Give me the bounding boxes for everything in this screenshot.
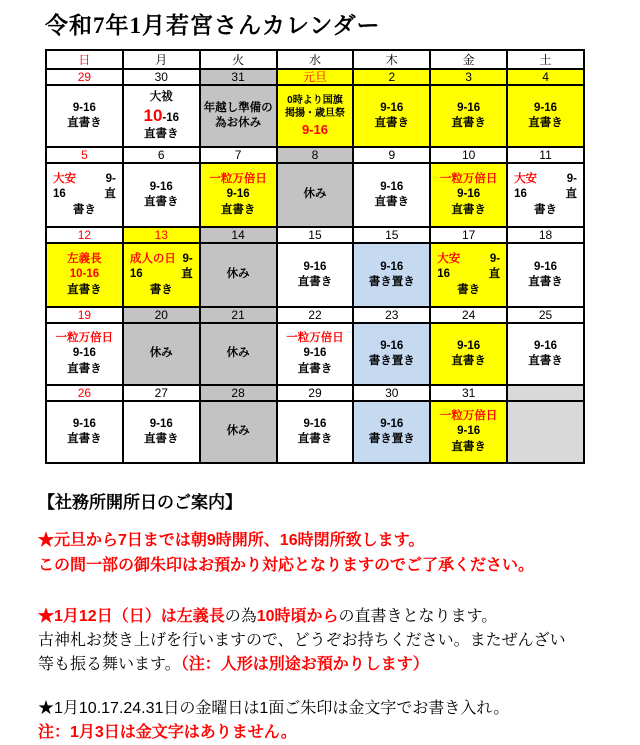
day-cell-text-line: 書き	[72, 203, 96, 216]
date-number-cell: 18	[507, 227, 584, 243]
day-cell-text-line: 成人の日 9-	[129, 253, 193, 266]
day-content-cell	[277, 163, 354, 227]
day-content-cell	[430, 243, 507, 307]
day-cell-text-line: 年越し準備の	[203, 101, 273, 114]
weekday-header-cell: 月	[123, 50, 200, 69]
notice-sagicho-line2: 古神札お焚き上げを行いますので、どうぞお持ちください。またぜんざい	[38, 631, 566, 649]
day-content-cell	[123, 243, 200, 307]
date-number-cell: 17	[430, 227, 507, 243]
date-number-cell: 19	[46, 307, 123, 323]
day-cell-text-line: 直書き	[528, 355, 563, 367]
weekday-header-cell: 木	[353, 50, 430, 69]
date-number-cell: 30	[123, 69, 200, 85]
notice-text-segment: （注：人形は別途お預かりします）	[180, 655, 429, 673]
day-cell-text-line: 直書き	[374, 196, 410, 208]
day-content-cell	[507, 401, 584, 463]
date-number-cell: 30	[353, 385, 430, 401]
date-number-cell: 9	[353, 147, 430, 163]
day-content-cell	[123, 401, 200, 463]
day-cell-text-line: 9-16	[457, 425, 481, 438]
date-number-cell: 26	[46, 385, 123, 401]
date-number-cell: 7	[200, 147, 277, 163]
notice-text-segment: の直書きとなります。	[338, 607, 498, 625]
notice-gold-letters-line2: 注：1月3日は金文字はありません。	[38, 723, 297, 741]
date-number-cell: 6	[123, 147, 200, 163]
day-cell-text-line: 9-16	[380, 260, 404, 273]
day-cell-text-line: 9-16	[303, 417, 327, 430]
day-cell-text-line: 9-16	[380, 417, 404, 430]
date-number-cell: 20	[123, 307, 200, 323]
day-content-cell	[353, 401, 430, 463]
day-cell-text-line: 一粒万倍日	[286, 332, 344, 345]
day-cell-text-line: 大安 9-	[53, 173, 116, 186]
day-cell-text-line: 為お休み	[215, 117, 262, 129]
date-number-cell: 元旦	[277, 69, 354, 85]
day-cell-text-line: 9-16	[303, 347, 327, 360]
date-number-cell: 28	[200, 385, 277, 401]
day-cell-text-line: 書き	[457, 283, 481, 296]
day-content-row	[46, 243, 584, 307]
day-cell-text-line: 0時より国旗	[287, 95, 343, 107]
day-content-cell	[430, 85, 507, 147]
calendar-table	[45, 49, 585, 464]
weekday-header-row	[46, 50, 584, 69]
day-cell-text-line: 一粒万倍日	[439, 173, 498, 186]
date-number-cell: 14	[200, 227, 277, 243]
date-number-cell: 10	[430, 147, 507, 163]
notice-new-year	[38, 529, 640, 579]
date-number-cell	[507, 385, 584, 401]
weekday-header-cell: 火	[200, 50, 277, 69]
day-content-row	[46, 163, 584, 227]
notice-text-segment: の為	[224, 607, 257, 625]
day-content-row	[46, 85, 584, 147]
date-number-row	[46, 385, 584, 401]
date-number-cell: 4	[507, 69, 584, 85]
day-cell-text-line: 16 直	[437, 268, 501, 281]
day-cell-text-line: 10-16	[69, 268, 100, 281]
notice-sagicho	[38, 605, 640, 677]
day-cell-text-line: 直書き	[144, 196, 179, 208]
day-cell-text-line: 9-16	[301, 121, 328, 137]
date-number-cell: 21	[200, 307, 277, 323]
day-content-cell	[507, 85, 584, 147]
day-content-cell	[507, 323, 584, 385]
date-number-cell: 25	[507, 307, 584, 323]
date-number-cell: 23	[353, 307, 430, 323]
day-cell-text-line: 直書き	[297, 362, 333, 375]
day-content-cell	[353, 323, 430, 385]
day-content-cell	[200, 85, 277, 147]
day-cell-text-line: 直書き	[67, 362, 102, 375]
day-content-cell	[123, 323, 200, 385]
day-cell-text-line: 書き置き	[368, 355, 415, 367]
date-number-row	[46, 147, 584, 163]
day-cell-text-line: 直書き	[220, 203, 256, 216]
day-content-cell	[507, 163, 584, 227]
day-cell-text-line: 9-16	[149, 417, 173, 430]
day-cell-text-line: 9-16	[534, 339, 558, 352]
notice-gold-letters	[38, 697, 640, 745]
day-cell-text-line: 書き置き	[368, 433, 415, 445]
day-cell-text-line: 直書き	[451, 117, 486, 129]
day-cell-text-line: 9-16	[534, 260, 558, 273]
day-cell-text-line: 休み	[303, 188, 327, 201]
day-cell-text-line: 書き	[534, 203, 558, 216]
day-cell-text-line: 休み	[149, 347, 173, 360]
day-cell-text-line: 直書き	[374, 117, 410, 129]
day-content-cell	[46, 163, 123, 227]
weekday-header-cell: 金	[430, 50, 507, 69]
notice-text-segment: 10時頃から	[256, 607, 339, 625]
day-content-cell	[123, 163, 200, 227]
day-cell-text-line: 9-16	[457, 188, 481, 201]
day-cell-text-line: 掲揚・歳旦祭	[284, 108, 345, 120]
notice-sagicho-line1	[38, 605, 640, 629]
date-number-cell: 31	[200, 69, 277, 85]
day-content-cell	[353, 163, 430, 227]
date-number-row	[46, 227, 584, 243]
day-cell-text-line: 9-16	[72, 417, 96, 430]
day-content-cell	[430, 323, 507, 385]
day-content-cell	[277, 243, 354, 307]
day-cell-text-line: 大祓	[149, 90, 173, 103]
date-number-cell: 12	[46, 227, 123, 243]
day-content-cell	[200, 401, 277, 463]
day-cell-text-line: 9-16	[72, 101, 96, 114]
day-cell-text-line: 直書き	[67, 283, 102, 296]
day-content-cell	[200, 163, 277, 227]
date-number-cell: 24	[430, 307, 507, 323]
day-cell-text-line: 左義長	[67, 253, 102, 266]
day-cell-text-line: 大安 9-	[514, 173, 577, 186]
day-cell-text-line: 直書き	[144, 128, 179, 141]
day-cell-text-line: 16 直	[129, 268, 193, 281]
date-number-row	[46, 69, 584, 85]
date-number-row	[46, 307, 584, 323]
date-number-cell: 15	[353, 227, 430, 243]
day-cell-text-line: 9-16	[380, 180, 404, 193]
day-cell-text-line: 10-16	[143, 105, 180, 125]
page-title: 令和7年1月若宮さんカレンダー	[45, 13, 381, 38]
day-content-cell	[46, 401, 123, 463]
day-content-cell	[353, 243, 430, 307]
day-cell-text-line: 一粒万倍日	[439, 410, 498, 423]
weekday-header-cell: 土	[507, 50, 584, 69]
day-cell-text-line: 直書き	[144, 433, 179, 445]
day-cell-text-line: 直書き	[528, 276, 563, 288]
day-cell-text-line: 書き置き	[368, 276, 415, 288]
day-cell-text-line: 直書き	[451, 203, 486, 216]
date-number-cell: 3	[430, 69, 507, 85]
date-number-cell: 22	[277, 307, 354, 323]
day-content-cell	[430, 163, 507, 227]
day-cell-text-line: 直書き	[67, 117, 102, 129]
day-content-row	[46, 323, 584, 385]
notice-new-year-line2: この間一部の御朱印はお預かり対応となりますのでご了承ください。	[38, 556, 535, 574]
day-content-cell	[277, 85, 354, 147]
day-content-row	[46, 401, 584, 463]
date-number-cell: 5	[46, 147, 123, 163]
day-cell-text-line: 大安 9-	[437, 253, 501, 266]
notice-text-segment: 等も振る舞います。	[38, 655, 181, 673]
office-hours-heading: 【社務所開所日のご案内】	[38, 493, 242, 512]
notice-gold-letters-line1: ★1月10.17.24.31日の金曜日は1面ご朱印は金文字でお書き入れ。	[38, 699, 510, 717]
day-cell-text-line: 直書き	[297, 433, 333, 445]
day-cell-text-line: 9-16	[72, 347, 96, 360]
day-content-cell	[200, 323, 277, 385]
date-number-cell: 27	[123, 385, 200, 401]
day-cell-text-line: 16 直	[514, 188, 577, 201]
date-number-cell: 13	[123, 227, 200, 243]
date-number-cell: 31	[430, 385, 507, 401]
day-cell-text-line: 休み	[226, 268, 250, 281]
day-content-cell	[123, 85, 200, 147]
notice-sagicho-line3	[38, 653, 640, 677]
day-cell-text-line: 9-16	[534, 101, 558, 114]
day-cell-text-line: 9-16	[380, 339, 404, 352]
day-content-cell	[46, 323, 123, 385]
day-cell-text-line: 直書き	[451, 355, 486, 367]
day-cell-text-line: 書き	[149, 283, 173, 296]
day-content-cell	[277, 323, 354, 385]
day-cell-text-line: 直書き	[451, 440, 486, 453]
day-content-cell	[200, 243, 277, 307]
day-cell-text-line: 9-16	[226, 188, 250, 201]
day-cell-text-line: 9-16	[380, 101, 404, 114]
calendar-page	[0, 7, 640, 745]
day-cell-text-line: 9-16	[149, 180, 173, 193]
notice-text-segment: ★1月12日（日）は左義長	[38, 607, 225, 625]
day-cell-text-line: 9-16	[303, 260, 327, 273]
date-number-cell: 2	[353, 69, 430, 85]
day-cell-text-line: 直書き	[67, 433, 102, 445]
weekday-header-cell: 日	[46, 50, 123, 69]
date-number-cell: 11	[507, 147, 584, 163]
day-cell-text-line: 一粒万倍日	[55, 332, 114, 345]
day-content-cell	[46, 85, 123, 147]
date-number-cell: 29	[46, 69, 123, 85]
day-content-cell	[277, 401, 354, 463]
day-cell-text-line: 直書き	[297, 276, 333, 288]
day-cell-text-line: 9-16	[457, 101, 481, 114]
day-cell-text-line: 9-16	[457, 339, 481, 352]
day-content-cell	[507, 243, 584, 307]
weekday-header-cell: 水	[277, 50, 354, 69]
day-cell-text-line: 一粒万倍日	[209, 173, 267, 186]
day-cell-text-line: 直書き	[528, 117, 563, 129]
day-cell-text-line: 休み	[226, 425, 250, 438]
notice-new-year-line1: ★元旦から7日までは朝9時開所、16時閉所致します。	[38, 532, 425, 549]
date-number-cell: 29	[277, 385, 354, 401]
day-cell-text-line: 休み	[226, 347, 250, 360]
date-number-cell: 8	[277, 147, 354, 163]
day-cell-text-line: 16 直	[53, 188, 116, 201]
date-number-cell: 15	[277, 227, 354, 243]
day-content-cell	[430, 401, 507, 463]
day-content-cell	[353, 85, 430, 147]
day-content-cell	[46, 243, 123, 307]
